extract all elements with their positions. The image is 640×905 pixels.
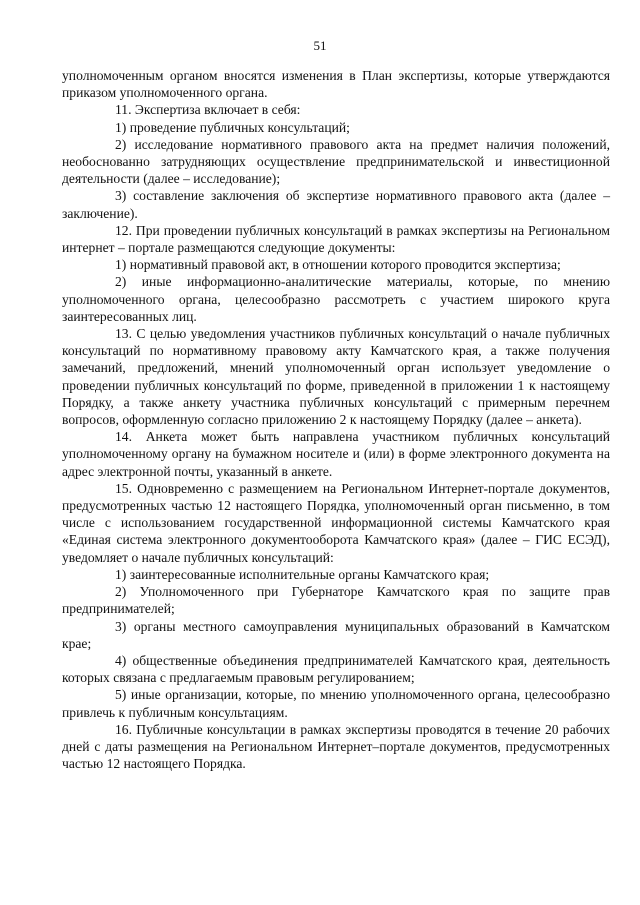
paragraph-clause-11: 11. Экспертиза включает в себя: (115, 102, 301, 118)
list-item-15-3: 3) органы местного самоуправления муниципальных образований в Камчатском крае; (62, 618, 610, 651)
list-item-11-2: 2) исследование нормативного правового акта на предмет наличия положений, необоснованно затрудняющих осуществление предпринимательской и инвестиционной деятельности (далее – исследование); (62, 136, 610, 187)
paragraph-clause-14: 14. Анкета может быть направлена участником публичных консультаций уполномоченному органу на бумажном носителе и (или) в форме электронного документа на адрес электронной почты, указанный в анкете. (62, 429, 610, 479)
list-item-12-1: 1) нормативный правовой акт, в отношении которого проводится экспертиза; (115, 257, 561, 273)
list-item-15-4: 4) общественные объединения предпринимателей Камчатского края, деятельность которых связана с предлагаемым правовым регулированием; (62, 652, 610, 686)
list-item-12-2: 2) иные информационно-аналитические материалы, которые, по мнению уполномоченного органа, целесообразно рассмотреть с участием широкого круга заинтересованных лиц. (62, 274, 610, 324)
list-item-15-1: 1) заинтересованные исполнительные органы Камчатского края; (115, 566, 490, 582)
list-item-15-2: 2) Уполномоченного при Губернаторе Камчатского края по защите прав предпринимателей; (62, 584, 610, 617)
paragraph-continuation: уполномоченным органом вносятся изменения в План экспертизы, которые утверждаются приказом уполномоченного органа. (62, 68, 610, 101)
list-item-11-1: 1) проведение публичных консультаций; (115, 119, 350, 135)
page-number: 51 (313, 38, 327, 53)
list-item-15-5: 5) иные организации, которые, по мнению уполномоченного органа, целесообразно привлечь к публичным консультациям. (62, 687, 610, 720)
paragraph-clause-12: 12. При проведении публичных консультаций в рамках экспертизы на Региональном интернет – портале размещаются следующие документы: (62, 222, 610, 256)
list-item-11-3: 3) составление заключения об экспертизе нормативного правового акта (далее – заключение). (62, 188, 610, 221)
paragraph-clause-15: 15. Одновременно с размещением на Региональном Интернет-портале документов, предусмотренных частью 12 настоящего Порядка, уполномоченный орган письменно, в том числе с использованием государственной информационной системы Камчатского края «Единая система электронного документооборота Камчатского края» (далее – ГИС ЕСЭД), уведомляет о начале публичных консультаций: (62, 480, 610, 565)
document-body (62, 67, 610, 772)
paragraph-clause-16: 16. Публичные консультации в рамках экспертизы проводятся в течение 20 рабочих дней с даты размещения на Региональном Интернет–портале документов, предусмотренных частью 12 настоящего Порядка. (62, 721, 610, 772)
paragraph-clause-13: 13. С целью уведомления участников публичных консультаций о начале публичных консультаций по нормативному правовому акту Камчатского края, а также получения замечаний, предложений, мнений уполномоченный орган использует уведомление о проведении публичных консультаций по форме, приведенной в приложении 1 к настоящему Порядку, а также анкету участника публичных консультаций с примерным перечнем вопросов, оформленную согласно приложению 2 к настоящему Порядку (далее – анкета). (62, 326, 610, 428)
